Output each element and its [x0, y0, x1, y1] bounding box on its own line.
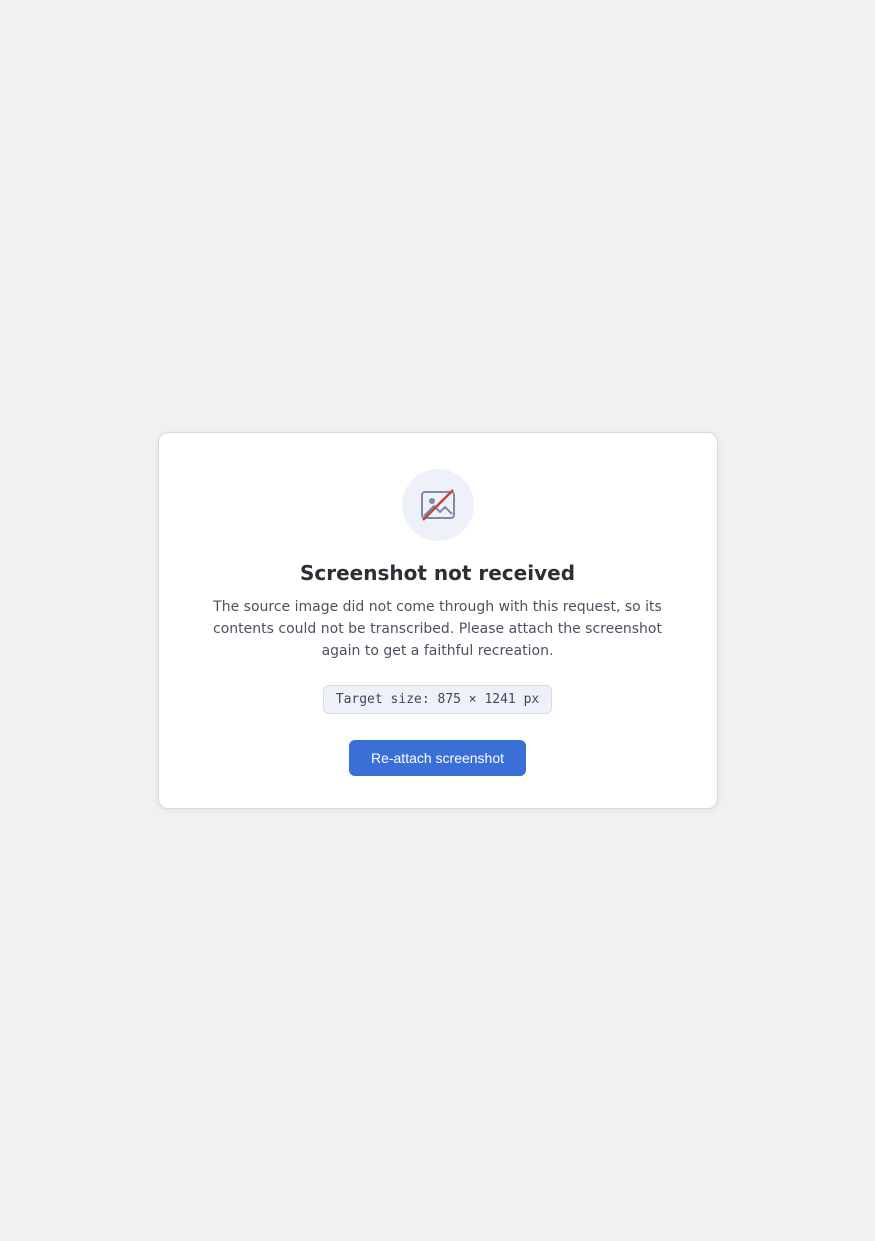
- reattach-button[interactable]: Re-attach screenshot: [349, 740, 526, 776]
- image-missing-icon: [402, 469, 474, 541]
- status-message: The source image did not come through with this request, so its contents could not be transcribed. Please attach the screenshot again to get a faithful recreation.: [213, 599, 662, 659]
- dimensions-label: Target size: 875 × 1241 px: [323, 685, 553, 714]
- page-title: Screenshot not received: [299, 561, 576, 586]
- placeholder-card: [158, 432, 718, 808]
